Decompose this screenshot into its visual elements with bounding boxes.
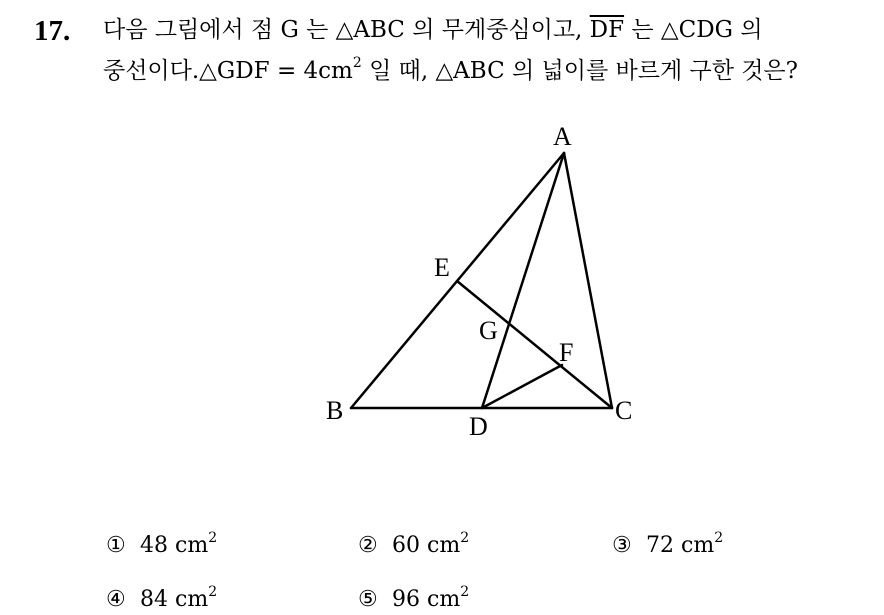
segment-ac xyxy=(564,153,612,408)
choice-4-marker: ④ xyxy=(106,587,126,612)
question-text-1b: 는 △CDG 의 xyxy=(624,17,763,43)
choice-5-sup: 2 xyxy=(460,583,470,600)
label-d: D xyxy=(469,412,488,441)
question-text-line-2 xyxy=(103,55,798,87)
question-text-line-1 xyxy=(103,14,763,46)
choice-5-value: 96 xyxy=(392,587,420,612)
choice-2-unit: cm xyxy=(427,533,461,558)
choice-1[interactable] xyxy=(106,529,218,560)
choice-1-sup: 2 xyxy=(208,529,218,546)
choice-5-marker: ⑤ xyxy=(358,587,378,612)
choice-3-unit: cm xyxy=(681,533,715,558)
choice-3-marker: ③ xyxy=(612,533,632,558)
choice-3-sup: 2 xyxy=(714,529,724,546)
choice-2[interactable] xyxy=(358,529,470,560)
label-f: F xyxy=(559,338,574,367)
choice-1-unit: cm xyxy=(175,533,209,558)
segment-ad xyxy=(482,153,564,408)
segment-ab xyxy=(351,153,564,408)
question-text-1a: 다음 그림에서 점 G 는 △ABC 의 무게중심이고, xyxy=(103,17,590,43)
label-e: E xyxy=(434,253,450,282)
choice-4[interactable] xyxy=(106,583,218,614)
choice-4-unit: cm xyxy=(175,587,209,612)
superscript-2: 2 xyxy=(352,55,362,72)
choice-5[interactable] xyxy=(358,583,470,614)
choice-4-value: 84 xyxy=(140,587,168,612)
choice-4-sup: 2 xyxy=(208,583,218,600)
choice-1-marker: ① xyxy=(106,533,126,558)
choice-1-value: 48 xyxy=(140,533,168,558)
question-number: 17. xyxy=(34,15,71,47)
label-g: G xyxy=(479,316,498,345)
choice-3-value: 72 xyxy=(646,533,674,558)
segment-df xyxy=(482,365,562,408)
choice-2-marker: ② xyxy=(358,533,378,558)
choice-5-unit: cm xyxy=(427,587,461,612)
label-c: C xyxy=(615,396,633,425)
question-text-2b: 일 때, △ABC 의 넓이를 바르게 구한 것은? xyxy=(361,58,798,84)
segment-ec xyxy=(457,281,612,408)
segment-df-overline: $\overline{DF}$ xyxy=(589,17,625,43)
question-text-2a: 중선이다.△GDF = 4cm xyxy=(103,58,353,84)
choice-2-sup: 2 xyxy=(460,529,470,546)
label-a: A xyxy=(553,122,572,151)
choice-3[interactable] xyxy=(612,529,724,560)
label-b: B xyxy=(326,396,344,425)
choice-2-value: 60 xyxy=(392,533,420,558)
